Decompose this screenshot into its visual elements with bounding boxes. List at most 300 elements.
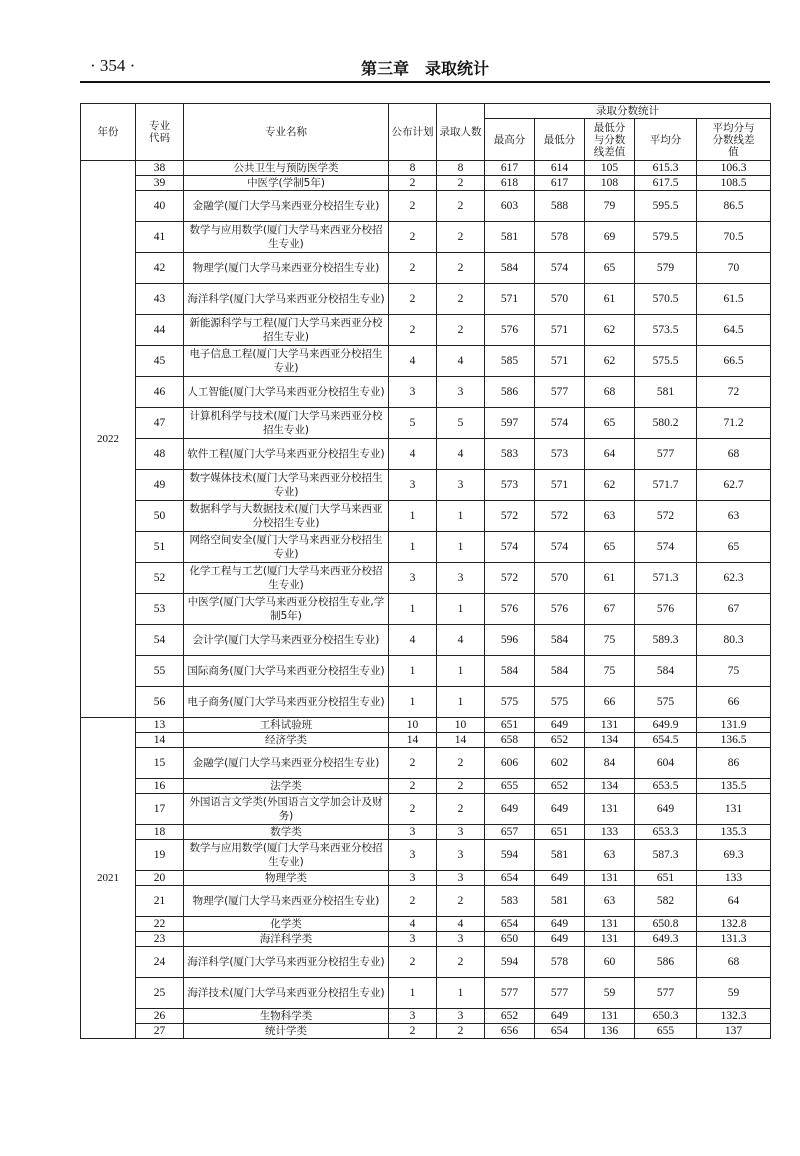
table-row [81,377,771,408]
plan-cell: 4 [389,917,437,932]
header-rule [80,81,770,83]
avg-diff-cell: 68 [697,947,771,978]
max-cell: 583 [485,439,535,470]
max-cell: 650 [485,932,535,947]
avg-cell: 584 [635,656,697,687]
header-avg: 平均分 [635,119,697,161]
min-diff-cell: 134 [585,733,635,748]
min-diff-cell: 59 [585,978,635,1009]
min-cell: 581 [535,840,585,871]
min-diff-cell: 60 [585,947,635,978]
avg-diff-cell: 137 [697,1024,771,1039]
name-cell: 金融学(厦门大学马来西亚分校招生专业) [184,748,389,779]
max-cell: 594 [485,840,535,871]
min-cell: 576 [535,594,585,625]
max-cell: 597 [485,408,535,439]
name-cell: 软件工程(厦门大学马来西亚分校招生专业) [184,439,389,470]
max-cell: 618 [485,176,535,191]
code-cell: 45 [136,346,184,377]
name-cell: 物理学(厦门大学马来西亚分校招生专业) [184,253,389,284]
admitted-cell: 14 [437,733,485,748]
code-cell: 51 [136,532,184,563]
admitted-cell: 4 [437,439,485,470]
code-cell: 19 [136,840,184,871]
avg-cell: 574 [635,532,697,563]
plan-cell: 4 [389,625,437,656]
plan-cell: 1 [389,594,437,625]
max-cell: 654 [485,917,535,932]
table-row [81,176,771,191]
name-cell: 经济学类 [184,733,389,748]
avg-cell: 571.3 [635,563,697,594]
admitted-cell: 4 [437,346,485,377]
avg-diff-cell: 108.5 [697,176,771,191]
avg-diff-cell: 68 [697,439,771,470]
plan-cell: 1 [389,501,437,532]
min-cell: 651 [535,825,585,840]
chapter-title: 第三章 录取统计 [360,59,489,78]
min-diff-cell: 65 [585,532,635,563]
code-cell: 48 [136,439,184,470]
name-cell: 中医学(厦门大学马来西亚分校招生专业,学制5年) [184,594,389,625]
plan-cell: 1 [389,687,437,718]
table-row [81,748,771,779]
code-cell: 43 [136,284,184,315]
min-diff-cell: 68 [585,377,635,408]
min-diff-cell: 131 [585,718,635,733]
max-cell: 655 [485,779,535,794]
year-cell: 2021 [81,718,136,1039]
admitted-cell: 2 [437,222,485,253]
min-cell: 578 [535,947,585,978]
admitted-cell: 10 [437,718,485,733]
avg-diff-cell: 64 [697,886,771,917]
plan-cell: 2 [389,253,437,284]
table-row [81,191,771,222]
avg-diff-cell: 61.5 [697,284,771,315]
table-row [81,871,771,886]
table-row [81,346,771,377]
min-cell: 574 [535,532,585,563]
name-cell: 工科试验班 [184,718,389,733]
min-cell: 578 [535,222,585,253]
min-cell: 570 [535,563,585,594]
plan-cell: 2 [389,191,437,222]
table-row [81,779,771,794]
avg-diff-cell: 67 [697,594,771,625]
plan-cell: 2 [389,176,437,191]
plan-cell: 3 [389,871,437,886]
code-cell: 40 [136,191,184,222]
code-cell: 52 [136,563,184,594]
name-cell: 海洋科学类 [184,932,389,947]
plan-cell: 3 [389,1009,437,1024]
avg-cell: 617.5 [635,176,697,191]
name-cell: 数字媒体技术(厦门大学马来西亚分校招生专业) [184,470,389,501]
table-row [81,439,771,470]
avg-diff-cell: 65 [697,532,771,563]
min-diff-cell: 62 [585,346,635,377]
avg-diff-cell: 64.5 [697,315,771,346]
max-cell: 577 [485,978,535,1009]
name-cell: 计算机科学与技术(厦门大学马来西亚分校招生专业) [184,408,389,439]
admitted-cell: 3 [437,470,485,501]
plan-cell: 2 [389,748,437,779]
code-cell: 46 [136,377,184,408]
avg-diff-cell: 135.3 [697,825,771,840]
min-diff-cell: 75 [585,656,635,687]
admitted-cell: 1 [437,501,485,532]
min-cell: 577 [535,978,585,1009]
avg-cell: 649.9 [635,718,697,733]
name-cell: 电子信息工程(厦门大学马来西亚分校招生专业) [184,346,389,377]
min-cell: 584 [535,656,585,687]
plan-cell: 2 [389,315,437,346]
table-row [81,687,771,718]
plan-cell: 4 [389,346,437,377]
table-row [81,825,771,840]
avg-cell: 575.5 [635,346,697,377]
code-cell: 15 [136,748,184,779]
code-cell: 22 [136,917,184,932]
plan-cell: 3 [389,825,437,840]
name-cell: 电子商务(厦门大学马来西亚分校招生专业) [184,687,389,718]
min-cell: 649 [535,932,585,947]
code-cell: 54 [136,625,184,656]
max-cell: 574 [485,532,535,563]
max-cell: 586 [485,377,535,408]
admitted-cell: 1 [437,594,485,625]
code-cell: 20 [136,871,184,886]
avg-cell: 576 [635,594,697,625]
table-row [81,733,771,748]
header-max: 最高分 [485,119,535,161]
name-cell: 金融学(厦门大学马来西亚分校招生专业) [184,191,389,222]
code-cell: 21 [136,886,184,917]
name-cell: 海洋科学(厦门大学马来西亚分校招生专业) [184,947,389,978]
code-cell: 14 [136,733,184,748]
admitted-cell: 3 [437,840,485,871]
max-cell: 576 [485,594,535,625]
admitted-cell: 1 [437,978,485,1009]
header-min: 最低分 [535,119,585,161]
min-cell: 614 [535,161,585,176]
avg-cell: 604 [635,748,697,779]
avg-diff-cell: 133 [697,871,771,886]
max-cell: 649 [485,794,535,825]
max-cell: 583 [485,886,535,917]
table-row [81,563,771,594]
plan-cell: 1 [389,532,437,563]
max-cell: 596 [485,625,535,656]
code-cell: 50 [136,501,184,532]
avg-cell: 571.7 [635,470,697,501]
avg-cell: 586 [635,947,697,978]
code-cell: 25 [136,978,184,1009]
max-cell: 585 [485,346,535,377]
min-cell: 573 [535,439,585,470]
code-cell: 44 [136,315,184,346]
avg-diff-cell: 131 [697,794,771,825]
admitted-cell: 1 [437,687,485,718]
avg-cell: 654.5 [635,733,697,748]
min-diff-cell: 131 [585,871,635,886]
min-cell: 588 [535,191,585,222]
header-code: 专业代码 [136,104,184,161]
code-cell: 56 [136,687,184,718]
min-cell: 654 [535,1024,585,1039]
avg-cell: 579.5 [635,222,697,253]
min-diff-cell: 63 [585,501,635,532]
min-diff-cell: 61 [585,284,635,315]
name-cell: 统计学类 [184,1024,389,1039]
table-row [81,161,771,176]
code-cell: 53 [136,594,184,625]
code-cell: 41 [136,222,184,253]
max-cell: 572 [485,563,535,594]
min-cell: 577 [535,377,585,408]
min-cell: 571 [535,346,585,377]
avg-diff-cell: 136.5 [697,733,771,748]
avg-cell: 650.3 [635,1009,697,1024]
min-cell: 571 [535,470,585,501]
avg-cell: 651 [635,871,697,886]
avg-cell: 577 [635,978,697,1009]
table-row [81,656,771,687]
min-cell: 652 [535,733,585,748]
code-cell: 17 [136,794,184,825]
avg-cell: 615.3 [635,161,697,176]
min-cell: 572 [535,501,585,532]
avg-cell: 589.3 [635,625,697,656]
admitted-cell: 2 [437,947,485,978]
table-row [81,284,771,315]
code-cell: 39 [136,176,184,191]
min-cell: 617 [535,176,585,191]
avg-cell: 573.5 [635,315,697,346]
max-cell: 572 [485,501,535,532]
plan-cell: 1 [389,978,437,1009]
plan-cell: 1 [389,656,437,687]
code-cell: 24 [136,947,184,978]
header-name: 专业名称 [184,104,389,161]
min-cell: 602 [535,748,585,779]
admitted-cell: 3 [437,1009,485,1024]
avg-diff-cell: 62.3 [697,563,771,594]
name-cell: 数学类 [184,825,389,840]
min-cell: 581 [535,886,585,917]
table-row [81,625,771,656]
avg-diff-cell: 66 [697,687,771,718]
max-cell: 581 [485,222,535,253]
table-row [81,978,771,1009]
avg-diff-cell: 132.3 [697,1009,771,1024]
avg-cell: 572 [635,501,697,532]
min-diff-cell: 75 [585,625,635,656]
min-diff-cell: 61 [585,563,635,594]
avg-diff-cell: 80.3 [697,625,771,656]
avg-cell: 577 [635,439,697,470]
min-diff-cell: 63 [585,886,635,917]
min-cell: 574 [535,408,585,439]
table-row [81,315,771,346]
table-row [81,470,771,501]
code-cell: 16 [136,779,184,794]
plan-cell: 2 [389,947,437,978]
avg-diff-cell: 131.3 [697,932,771,947]
avg-cell: 575 [635,687,697,718]
max-cell: 575 [485,687,535,718]
code-cell: 47 [136,408,184,439]
avg-cell: 587.3 [635,840,697,871]
admitted-cell: 2 [437,779,485,794]
admitted-cell: 3 [437,871,485,886]
name-cell: 人工智能(厦门大学马来西亚分校招生专业) [184,377,389,408]
max-cell: 576 [485,315,535,346]
name-cell: 会计学(厦门大学马来西亚分校招生专业) [184,625,389,656]
avg-cell: 582 [635,886,697,917]
name-cell: 中医学(学制5年) [184,176,389,191]
min-cell: 574 [535,253,585,284]
page-number: · 354 · [90,56,136,75]
avg-diff-cell: 132.8 [697,917,771,932]
avg-diff-cell: 70 [697,253,771,284]
avg-cell: 649.3 [635,932,697,947]
plan-cell: 3 [389,377,437,408]
max-cell: 584 [485,656,535,687]
name-cell: 化学类 [184,917,389,932]
avg-cell: 581 [635,377,697,408]
table-row [81,253,771,284]
admitted-cell: 4 [437,917,485,932]
min-diff-cell: 63 [585,840,635,871]
max-cell: 654 [485,871,535,886]
min-diff-cell: 65 [585,408,635,439]
plan-cell: 8 [389,161,437,176]
min-cell: 649 [535,794,585,825]
avg-diff-cell: 62.7 [697,470,771,501]
min-diff-cell: 131 [585,794,635,825]
min-diff-cell: 79 [585,191,635,222]
table-row [81,947,771,978]
admitted-cell: 2 [437,253,485,284]
avg-cell: 595.5 [635,191,697,222]
admitted-cell: 4 [437,625,485,656]
table-row [81,501,771,532]
avg-cell: 653.3 [635,825,697,840]
admitted-cell: 2 [437,315,485,346]
min-diff-cell: 136 [585,1024,635,1039]
max-cell: 657 [485,825,535,840]
min-diff-cell: 64 [585,439,635,470]
admitted-cell: 3 [437,932,485,947]
admitted-cell: 2 [437,191,485,222]
header-min-diff: 最低分与分数线差值 [585,119,635,161]
table-row [81,794,771,825]
admitted-cell: 2 [437,748,485,779]
page-header [80,56,770,80]
max-cell: 652 [485,1009,535,1024]
admitted-cell: 8 [437,161,485,176]
code-cell: 18 [136,825,184,840]
avg-diff-cell: 66.5 [697,346,771,377]
header-avg-diff: 平均分与分数线差值 [697,119,771,161]
name-cell: 国际商务(厦门大学马来西亚分校招生专业) [184,656,389,687]
min-diff-cell: 69 [585,222,635,253]
max-cell: 606 [485,748,535,779]
max-cell: 658 [485,733,535,748]
table-row [81,1024,771,1039]
admitted-cell: 1 [437,532,485,563]
name-cell: 海洋科学(厦门大学马来西亚分校招生专业) [184,284,389,315]
avg-diff-cell: 59 [697,978,771,1009]
plan-cell: 2 [389,1024,437,1039]
admitted-cell: 5 [437,408,485,439]
avg-cell: 570.5 [635,284,697,315]
header-admitted: 录取人数 [437,104,485,161]
avg-diff-cell: 72 [697,377,771,408]
header-year: 年份 [81,104,136,161]
max-cell: 617 [485,161,535,176]
avg-cell: 580.2 [635,408,697,439]
avg-diff-cell: 86 [697,748,771,779]
min-cell: 575 [535,687,585,718]
plan-cell: 14 [389,733,437,748]
min-diff-cell: 105 [585,161,635,176]
admitted-cell: 3 [437,563,485,594]
name-cell: 网络空间安全(厦门大学马来西亚分校招生专业) [184,532,389,563]
avg-cell: 650.8 [635,917,697,932]
plan-cell: 3 [389,840,437,871]
max-cell: 651 [485,718,535,733]
avg-diff-cell: 86.5 [697,191,771,222]
table-row [81,840,771,871]
avg-diff-cell: 75 [697,656,771,687]
max-cell: 656 [485,1024,535,1039]
min-diff-cell: 133 [585,825,635,840]
admitted-cell: 2 [437,176,485,191]
name-cell: 数据科学与大数据技术(厦门大学马来西亚分校招生专业) [184,501,389,532]
min-diff-cell: 67 [585,594,635,625]
avg-diff-cell: 106.3 [697,161,771,176]
plan-cell: 2 [389,779,437,794]
avg-cell: 649 [635,794,697,825]
name-cell: 数学与应用数学(厦门大学马来西亚分校招生专业) [184,222,389,253]
header-plan: 公布计划 [389,104,437,161]
plan-cell: 3 [389,932,437,947]
table-row [81,917,771,932]
min-diff-cell: 134 [585,779,635,794]
admission-table [80,103,771,1039]
table-row [81,594,771,625]
max-cell: 573 [485,470,535,501]
min-cell: 570 [535,284,585,315]
avg-diff-cell: 131.9 [697,718,771,733]
avg-cell: 579 [635,253,697,284]
min-cell: 649 [535,718,585,733]
min-cell: 584 [535,625,585,656]
min-diff-cell: 62 [585,470,635,501]
name-cell: 公共卫生与预防医学类 [184,161,389,176]
name-cell: 新能源科学与工程(厦门大学马来西亚分校招生专业) [184,315,389,346]
avg-diff-cell: 63 [697,501,771,532]
min-diff-cell: 84 [585,748,635,779]
table-row [81,1009,771,1024]
max-cell: 571 [485,284,535,315]
min-diff-cell: 65 [585,253,635,284]
name-cell: 海洋技术(厦门大学马来西亚分校招生专业) [184,978,389,1009]
admitted-cell: 3 [437,825,485,840]
